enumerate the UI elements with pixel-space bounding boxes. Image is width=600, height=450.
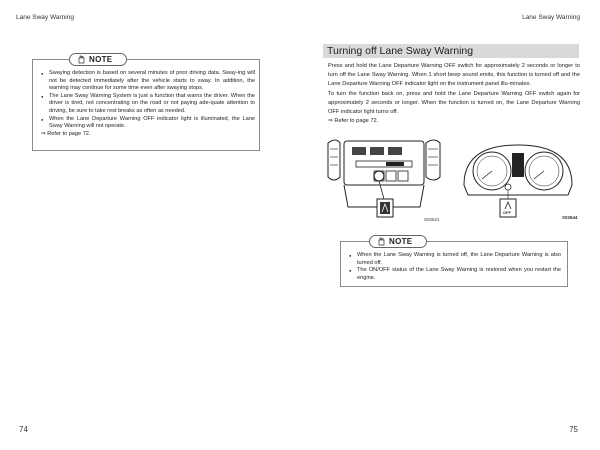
switch-panel-figure xyxy=(326,137,442,224)
section-paragraph-1: Press and hold the Lane Departure Warning OFF switch for approximately 2 seconds or longer to turn off the Lane Sway Warning. When 1 short beep sound emits, this function is turned off and the Lane Departure Warning OFF indicator light on the instrument panel illu-minates. xyxy=(328,63,580,88)
note-hand-icon xyxy=(78,55,85,64)
left-note-label: NOTE xyxy=(89,55,113,64)
right-note-box xyxy=(340,237,568,287)
left-note-box xyxy=(32,55,260,151)
right-note-list xyxy=(349,252,561,282)
left-note-page-ref[interactable]: ⇒ Refer to page 72. xyxy=(41,130,91,137)
instrument-cluster-illustration xyxy=(458,139,584,221)
instrument-cluster-figure xyxy=(458,139,584,221)
list-item: ● The Lane Sway Warning System is just a function that warns the driver. When the driver is tired, not concentrating on the road or not paying ade-quate attention to driving, be sure to take rest breaks as often as needed. xyxy=(41,93,255,116)
list-item: ● When the Lane Sway Warning is turned off, the Lane Departure Warning is also turned off. xyxy=(349,252,561,267)
note-hand-icon xyxy=(378,237,385,246)
figure-code-right: S02644 xyxy=(562,215,578,220)
section-body xyxy=(328,62,580,126)
figure-code-left: S02621 xyxy=(424,217,440,222)
switch-panel-illustration xyxy=(326,137,442,224)
section-title: Turning off Lane Sway Warning xyxy=(323,44,579,58)
page-number-right: 75 xyxy=(569,425,578,434)
list-item: ● Swaying detection is based on several minutes of prior driving data. Sway-ing will not be detected immediately after the vehicle starts to sway. In addition, the warning may continue for some time even after swaying stops. xyxy=(41,70,255,93)
left-note-tab xyxy=(69,53,127,66)
section-paragraph-2: To turn the function back on, press and hold the Lane Departure Warning OFF switch again for approximately 2 seconds or longer. When the function is turned on, the Lane Departure Warning OFF indicator light turns off. xyxy=(328,90,580,116)
off-indicator-label: OFF xyxy=(503,210,511,215)
page-number-left: 74 xyxy=(19,425,28,434)
section-page-ref[interactable]: ⇒ Refer to page 72. xyxy=(328,118,379,125)
page-header-right: Lane Sway Warning xyxy=(522,14,580,21)
right-note-label: NOTE xyxy=(389,237,413,246)
left-note-list xyxy=(41,70,255,131)
right-note-tab xyxy=(369,235,427,248)
list-item: ● When the Lane Departure Warning OFF indicator light is illuminated, the Lane Sway Warning will not operate. xyxy=(41,116,255,131)
list-item: ● The ON/OFF status of the Lane Sway Warning is restored when you restart the engine. xyxy=(349,267,561,282)
page-header-left: Lane Sway Warning xyxy=(16,14,74,21)
